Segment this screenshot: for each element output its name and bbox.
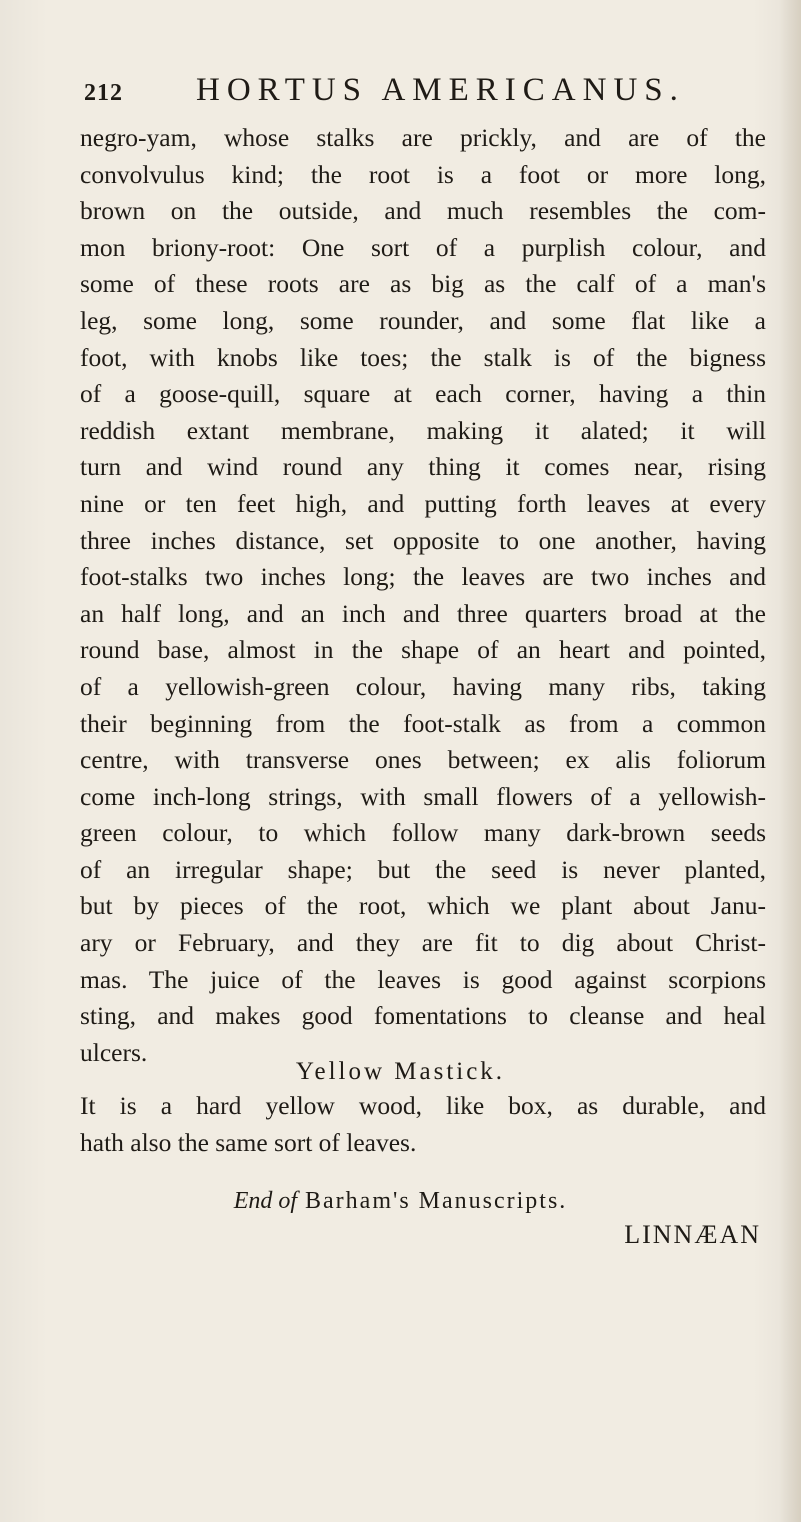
body-line: mon briony-root: One sort of a purplish colour, and (80, 232, 766, 262)
body-line: leg, some long, some rounder, and some flat like a (80, 305, 766, 335)
body-line: some of these roots are as big as the calf of a man's (80, 269, 766, 299)
end-note-text: Barham's Manuscripts. (305, 1188, 568, 1214)
body-line: come inch-long strings, with small flowers of a yellowish- (80, 781, 766, 811)
end-note (0, 1188, 801, 1215)
section-line: It is a hard yellow wood, like box, as durable, and (80, 1091, 766, 1120)
body-line: brown on the outside, and much resembles the com- (80, 196, 766, 226)
body-line: green colour, to which follow many dark-brown seeds (80, 818, 766, 848)
body-line: of a yellowish-green colour, having many ribs, taking (80, 671, 766, 701)
end-note-prefix: End of (233, 1188, 298, 1214)
body-line: convolvulus kind; the root is a foot or more long, (80, 159, 766, 189)
body-line: foot, with knobs like toes; the stalk is of the bigness (80, 342, 766, 372)
section-line: hath also the same sort of leaves. (80, 1127, 417, 1157)
body-line: ulcers. (80, 1037, 148, 1067)
body-line: an half long, and an inch and three quarters broad at the (80, 598, 766, 628)
body-line: sting, and makes good fomentations to cleanse and heal (80, 1001, 766, 1031)
body-line: negro-yam, whose stalks are prickly, and are of the (80, 123, 766, 152)
page-number: 212 (84, 80, 123, 106)
body-line: nine or ten feet high, and putting forth leaves at every (80, 488, 766, 518)
body-line: round base, almost in the shape of an heart and pointed, (80, 635, 766, 665)
body-line: of a goose-quill, square at each corner, having a thin (80, 379, 766, 409)
page-edge-shadow (779, 0, 801, 1522)
body-line: turn and wind round any thing it comes near, rising (80, 452, 766, 482)
body-line: their beginning from the foot-stalk as from a common (80, 708, 766, 738)
body-paragraph (80, 120, 766, 1071)
body-line: mas. The juice of the leaves is good against scorpions (80, 964, 766, 994)
body-line: of an irregular shape; but the seed is never planted, (80, 854, 766, 884)
section-paragraph (80, 1088, 766, 1161)
body-line: foot-stalks two inches long; the leaves are two inches and (80, 562, 766, 592)
running-head: HORTUS AMERICANUS. (196, 72, 685, 108)
section-heading: Yellow Mastick. (295, 1058, 506, 1085)
catchword: LINNÆAN (624, 1220, 761, 1249)
body-line: but by pieces of the root, which we plant about Janu- (80, 891, 766, 921)
body-line: three inches distance, set opposite to one another, having (80, 525, 766, 555)
page-header (84, 72, 724, 112)
body-line: ary or February, and they are fit to dig about Christ- (80, 928, 766, 958)
body-line: centre, with transverse ones between; ex alis foliorum (80, 745, 766, 775)
body-line: reddish extant membrane, making it alated; it will (80, 415, 766, 445)
